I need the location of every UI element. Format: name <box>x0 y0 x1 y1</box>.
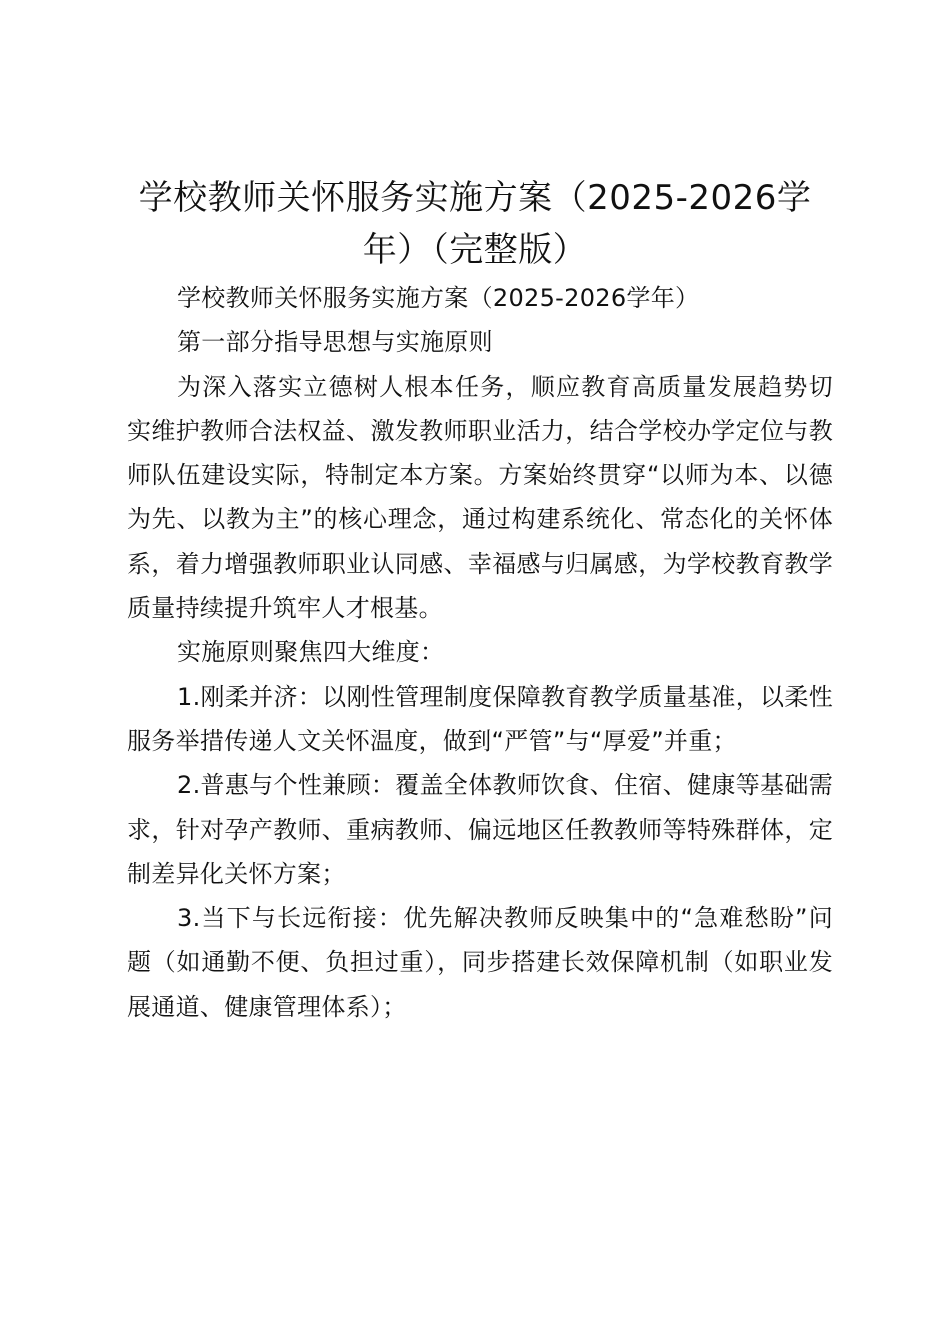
document-title: 学校教师关怀服务实施方案（2025-2026学年）（完整版） <box>138 178 812 270</box>
section-heading: 第一部分指导思想与实施原则 <box>177 328 493 357</box>
intro-paragraph: 为深入落实立德树人根本任务，顺应教育高质量发展趋势切实维护教师合法权益、激发教师职业活力，结合学校办学定位与教师队伍建设实际，特制定本方案。方案始终贯穿“以师为本、以德为先、以教为主”的核心理念，通过构建系统化、常态化的关怀体系，着力增强教师职业认同感、幸福感与归属感，为学校教育教学质量持续提升筑牢人才根基。 <box>127 372 833 623</box>
principle-1-paragraph: 1.刚柔并济：以刚性管理制度保障教育教学质量基准，以柔性服务举措传递人文关怀温度，做到“严管”与“厚爱”并重； <box>127 682 833 755</box>
principle-3-paragraph: 3.当下与长远衔接：优先解决教师反映集中的“急难愁盼”问题（如通勤不便、负担过重），同步搭建长效保障机制（如职业发展通道、健康管理体系）； <box>127 904 833 1021</box>
subtitle-paragraph: 学校教师关怀服务实施方案（2025-2026学年） <box>177 284 700 312</box>
principle-2-paragraph: 2.普惠与个性兼顾：覆盖全体教师饮食、住宿、健康等基础需求，针对孕产教师、重病教师、偏远地区任教教师等特殊群体，定制差异化关怀方案； <box>127 771 833 888</box>
document-body <box>127 276 833 1029</box>
principles-lead-paragraph: 实施原则聚焦四大维度： <box>177 638 445 667</box>
